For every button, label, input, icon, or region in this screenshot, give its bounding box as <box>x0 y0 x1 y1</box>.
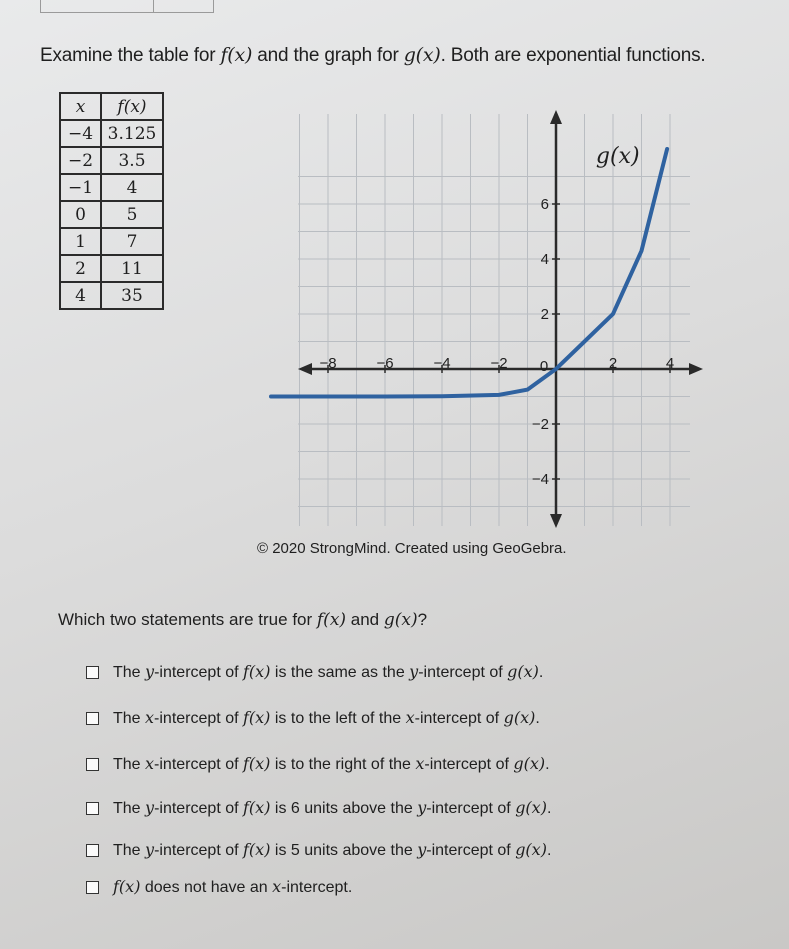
prompt-part: . Both are exponential functions. <box>440 45 706 66</box>
x-tick-label: −8 <box>319 355 337 372</box>
question-part: and <box>346 610 384 629</box>
option-text: The y-intercept of f(x) is 6 units above the y-intercept of g(x). <box>113 798 552 817</box>
graph-axes <box>298 110 703 528</box>
fx-symbol: f(x) <box>220 44 253 66</box>
origin-label: 0 <box>539 358 549 375</box>
cell-fx: 3.125 <box>101 120 163 147</box>
x-tick-label: −2 <box>490 355 508 372</box>
y-tick-label: −4 <box>531 471 549 488</box>
question-part: ? <box>417 610 428 629</box>
cell-fx: 11 <box>101 255 163 282</box>
x-axis-arrow-right <box>689 363 703 375</box>
option-text: f(x) does not have an x-intercept. <box>113 877 353 896</box>
answer-option[interactable] <box>86 662 543 682</box>
question-part: Which two statements are true for <box>58 610 317 629</box>
cell-x: 1 <box>60 228 101 255</box>
fx-symbol: f(x) <box>316 610 347 630</box>
cell-fx: 4 <box>101 174 163 201</box>
answer-option[interactable] <box>86 840 551 860</box>
y-axis-arrow-down <box>550 514 562 528</box>
cell-x: −4 <box>60 120 101 147</box>
gx-curve-label: g(x) <box>595 143 640 169</box>
cell-x: −1 <box>60 174 101 201</box>
option-text: The y-intercept of f(x) is the same as the y-intercept of g(x). <box>113 662 544 681</box>
cell-fx: 35 <box>101 282 163 309</box>
option-text: The x-intercept of f(x) is to the left of the x-intercept of g(x). <box>113 708 540 727</box>
graph-credit: © 2020 StrongMind. Created using GeoGebra. <box>257 540 567 557</box>
prompt-part: Examine the table for <box>40 45 221 66</box>
cell-x: −2 <box>60 147 101 174</box>
graph-grid <box>298 114 690 526</box>
cell-fx: 5 <box>101 201 163 228</box>
gx-symbol: g(x) <box>403 44 441 66</box>
checkbox[interactable] <box>86 758 99 771</box>
header-x: x <box>60 93 101 120</box>
checkbox[interactable] <box>86 881 99 894</box>
x-tick-label: −6 <box>376 355 394 372</box>
checkbox[interactable] <box>86 844 99 857</box>
cell-x: 2 <box>60 255 101 282</box>
cell-fx: 3.5 <box>101 147 163 174</box>
cell-x: 0 <box>60 201 101 228</box>
answer-option[interactable] <box>86 754 550 774</box>
prompt-part: and the graph for <box>252 45 404 66</box>
checkbox[interactable] <box>86 666 99 679</box>
y-tick-label: 2 <box>540 306 549 323</box>
question-text <box>58 610 427 630</box>
answer-option[interactable] <box>86 877 352 897</box>
x-tick-label: 2 <box>608 355 618 372</box>
y-axis-arrow-up <box>550 110 562 124</box>
header-fx: f(x) <box>101 93 163 120</box>
gx-symbol: g(x) <box>383 610 418 630</box>
y-tick-label: 6 <box>540 196 549 213</box>
option-text: The y-intercept of f(x) is 5 units above the y-intercept of g(x). <box>113 840 552 859</box>
x-tick-label: −4 <box>433 355 451 372</box>
cell-x: 4 <box>60 282 101 309</box>
option-text: The x-intercept of f(x) is to the right of the x-intercept of g(x). <box>113 754 550 773</box>
x-tick-label: 4 <box>665 355 675 372</box>
checkbox[interactable] <box>86 802 99 815</box>
cell-fx: 7 <box>101 228 163 255</box>
answer-option[interactable] <box>86 708 540 728</box>
x-axis-arrow-left <box>298 363 312 375</box>
checkbox[interactable] <box>86 712 99 725</box>
y-tick-label: −2 <box>531 416 549 433</box>
answer-option[interactable] <box>86 798 551 818</box>
y-tick-label: 4 <box>540 251 549 268</box>
